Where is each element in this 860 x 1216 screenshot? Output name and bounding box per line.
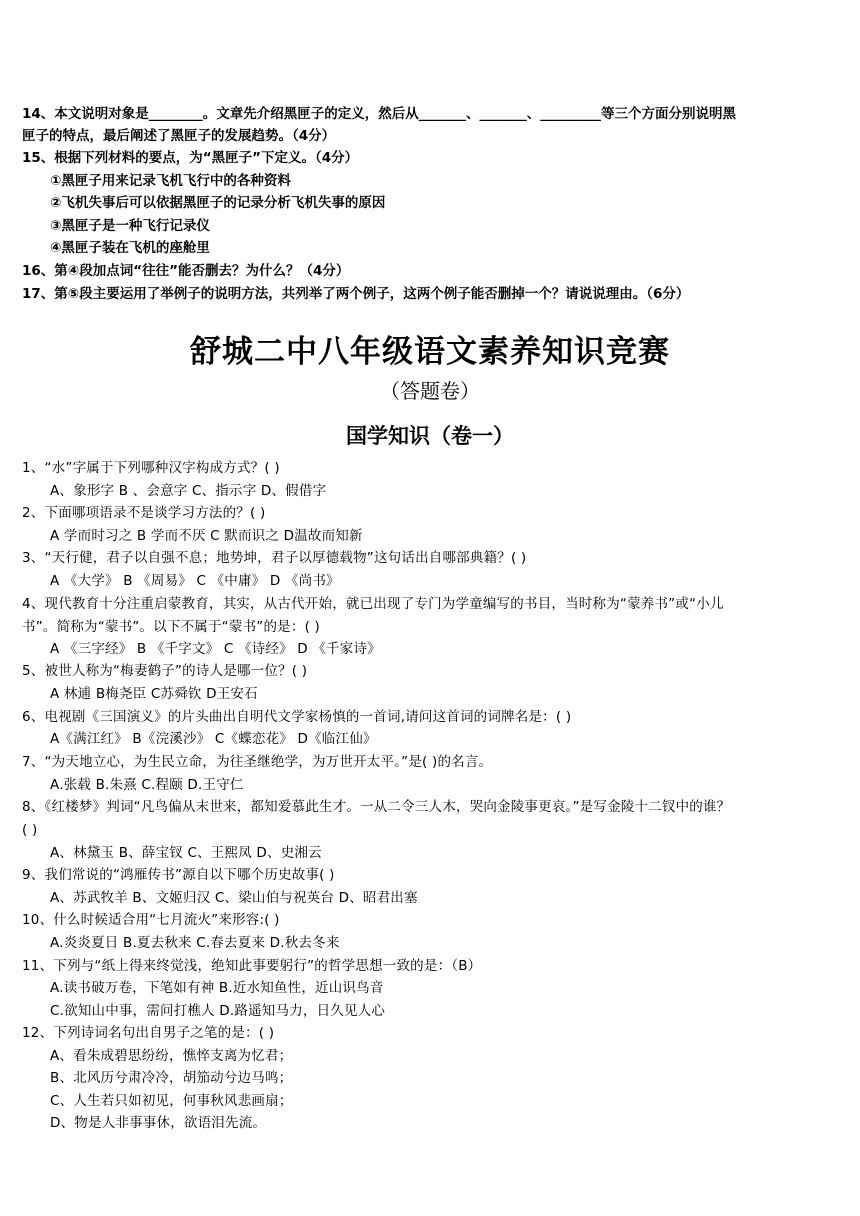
q15-item-1: ①黑匣子用来记录飞机飞行中的各种资料: [50, 173, 291, 189]
question-15: 15、根据下列材料的要点，为“黑匣子”下定义。（4分）: [22, 150, 359, 166]
question-11: 11、下列与“纸上得来终觉浅，绝知此事要躬行”的哲学思想一致的是：（B）: [22, 958, 482, 974]
question-6: 6、电视剧《三国演义》的片头曲出自明代文学家杨慎的一首词,请问这首词的词牌名是：( ): [22, 709, 572, 725]
question-2: 2、下面哪项语录不是谈学习方法的？( ): [22, 505, 266, 521]
question-2-options: A 学而时习之 B 学而不厌 C 默而识之 D温故而知新: [50, 528, 363, 544]
question-7-options: A.张载 B.朱熹 C.程颐 D.王守仁: [50, 777, 244, 793]
question-16: 16、第④段加点词“往往”能否删去？为什么？（4分）: [22, 263, 350, 279]
question-9: 9、我们常说的“鸿雁传书”源自以下哪个历史故事( ): [22, 867, 335, 883]
page-subtitle: （答题卷）: [380, 379, 480, 403]
question-10: 10、什么时候适合用“七月流火”来形容:( ): [22, 912, 280, 928]
question-8-line-2: ( ): [22, 822, 38, 838]
question-3-options: A 《大学》 B 《周易》 C 《中庸》 D 《尚书》: [50, 573, 340, 589]
question-8-options: A、林黛玉 B、薛宝钗 C、王熙凤 D、史湘云: [50, 845, 322, 861]
question-12-option-c: C、人生若只如初见，何事秋风悲画扇；: [50, 1093, 293, 1109]
question-9-options: A、苏武牧羊 B、文姬归汉 C、梁山伯与祝英台 D、昭君出塞: [50, 890, 418, 906]
question-4-options: A 《三字经》 B 《千字文》 C 《诗经》 D 《千家诗》: [50, 641, 381, 657]
page-title: 舒城二中八年级语文素养知识竞赛: [190, 334, 670, 370]
question-4-line-1: 4、现代教育十分注重启蒙教育，其实，从古代开始，就已出现了专门为学童编写的书目，当时称为“蒙养书”或“小儿: [22, 596, 724, 612]
question-1-options: A、象形字 B 、会意字 C、指示字 D、假借字: [50, 483, 327, 499]
question-4-line-2: 书”。简称为“蒙书”。以下不属于“蒙书”的是：( ): [22, 619, 320, 635]
q15-item-3: ③黑匣子是一种飞行记录仪: [50, 218, 210, 234]
question-14-line-1: 14、本文说明对象是________。文章先介绍黑匣子的定义，然后从_______、_______、_________等三个方面分别说明黑: [22, 106, 737, 122]
question-5-options: A 林逋 B梅尧臣 C苏舜钦 D王安石: [50, 686, 258, 702]
question-1: 1、“水”字属于下列哪种汉字构成方式？( ): [22, 460, 280, 476]
section-title: 国学知识（卷一）: [346, 423, 514, 448]
question-11-options-1: A.读书破万卷，下笔如有神 B.近水知鱼性，近山识鸟音: [50, 980, 384, 996]
q15-item-4: ④黑匣子装在飞机的座舱里: [50, 240, 210, 256]
question-14-line-2: 匣子的特点，最后阐述了黑匣子的发展趋势。（4分）: [22, 128, 336, 144]
question-12: 12、下列诗词名句出自男子之笔的是：( ): [22, 1025, 275, 1041]
question-6-options: A《满江红》 B《浣溪沙》 C《蝶恋花》 D《临江仙》: [50, 731, 377, 747]
question-10-options: A.炎炎夏日 B.夏去秋来 C.春去夏来 D.秋去冬来: [50, 935, 340, 951]
q15-item-2: ②飞机失事后可以依据黑匣子的记录分析飞机失事的原因: [50, 195, 386, 211]
question-12-option-b: B、北风历兮肃冷冷，胡笳动兮边马鸣；: [50, 1070, 293, 1086]
question-5: 5、被世人称为“梅妻鹤子”的诗人是哪一位？( ): [22, 663, 308, 679]
question-17: 17、第⑤段主要运用了举例子的说明方法，共列举了两个例子，这两个例子能否删掉一个？请说说理由。（6分）: [22, 286, 690, 302]
question-11-options-2: C.欲知山中事，需问打樵人 D.路遥知马力，日久见人心: [50, 1003, 386, 1019]
question-8-line-1: 8、《红楼梦》判词“凡鸟偏从末世来，都知爱慕此生才。一从二令三人木，哭向金陵事更哀。”是写金陵十二钗中的谁？: [22, 799, 731, 815]
question-12-option-d: D、物是人非事事休，欲语泪先流。: [50, 1115, 267, 1131]
question-7: 7、“为天地立心，为生民立命，为往圣继绝学，为万世开太平。”是( )的名言。: [22, 754, 493, 770]
question-12-option-a: A、看朱成碧思纷纷，憔悴支离为忆君；: [50, 1048, 293, 1064]
question-3: 3、“天行健，君子以自强不息；地势坤，君子以厚德载物”这句话出自哪部典籍？( ): [22, 550, 527, 566]
